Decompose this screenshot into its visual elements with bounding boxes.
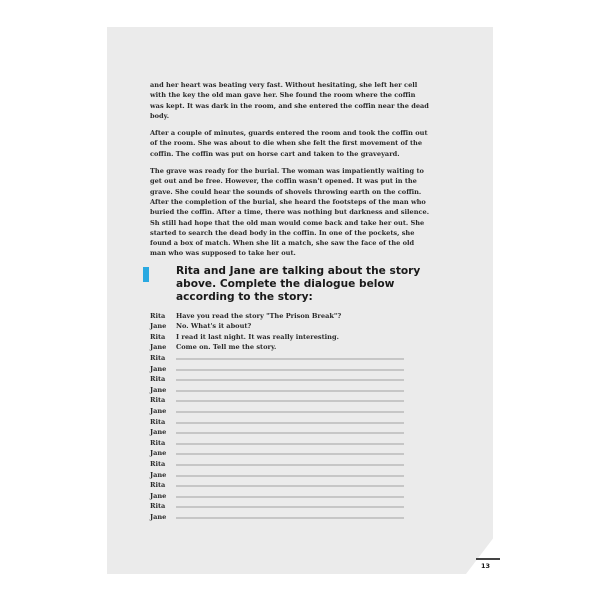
dialogue-speaker: Jane — [150, 364, 167, 373]
dialogue-blank-line[interactable] — [176, 400, 404, 402]
dialogue-speaker: Jane — [150, 512, 167, 521]
dialogue-row — [150, 489, 410, 500]
story-paragraph-2: After a couple of minutes, guards entered the room and took the coffin out of the room. She was about to die when she felt the first movement of the coffin. The coffin was put on horse cart and taken to the graveyard. — [150, 129, 428, 158]
story-paragraph-3: The grave was ready for the burial. The woman was impatiently waiting to get out and be free. However, the coffin wasn't opened. It was put in the grave. She could hear the sounds of shovels throwing earth on the coffin. After the completion of the burial, she heard the footsteps of the man who buried the coffin. After a time, there was nothing but darkness and silence. Sh still had hope that the old man would come back and take her out. She started to search the dead body in the coffin. In one of the pockets, she found a box of match. When she lit a match, she saw the face of the old man who was supposed to take her out. — [150, 167, 430, 258]
dialogue-row — [150, 479, 410, 490]
page-number-rule — [476, 558, 500, 560]
dialogue-blank-line[interactable] — [176, 496, 404, 498]
dialogue-blank-line[interactable] — [176, 506, 404, 508]
dialogue-row — [150, 510, 410, 521]
dialogue-speaker: Jane — [150, 343, 167, 352]
dialogue-speaker: Jane — [150, 322, 167, 331]
dialogue-speaker: Jane — [150, 406, 167, 415]
dialogue-speaker: Jane — [150, 385, 167, 394]
dialogue-row — [150, 457, 410, 468]
dialogue-list — [150, 309, 410, 521]
dialogue-speaker: Jane — [150, 428, 167, 437]
exercise-accent-bar — [143, 267, 149, 282]
dialogue-row — [150, 500, 410, 511]
dialogue-speaker: Jane — [150, 449, 167, 458]
dialogue-blank-line[interactable] — [176, 517, 404, 519]
dialogue-row — [150, 309, 410, 320]
dialogue-speaker: Rita — [150, 396, 166, 405]
dialogue-row — [150, 320, 410, 331]
dialogue-row — [150, 447, 410, 458]
dialogue-row — [150, 383, 410, 394]
dialogue-row — [150, 415, 410, 426]
dialogue-line-text: I read it last night. It was really interesting. — [176, 332, 339, 341]
story-paragraph-1: and her heart was beating very fast. Without hesitating, she left her cell with the key the old man gave her. She found the room where the coffin was kept. It was dark in the room, and she entered the coffin near the dead body. — [150, 81, 429, 120]
dialogue-line-text: Have you read the story "The Prison Break"? — [176, 311, 342, 320]
dialogue-speaker: Rita — [150, 311, 166, 320]
dialogue-row — [150, 404, 410, 415]
dialogue-speaker: Rita — [150, 459, 166, 468]
exercise-heading: Rita and Jane are talking about the story above. Complete the dialogue below according to the story: — [176, 265, 421, 303]
dialogue-blank-line[interactable] — [176, 358, 404, 360]
dialogue-speaker: Rita — [150, 438, 166, 447]
dialogue-speaker: Rita — [150, 332, 166, 341]
dialogue-line-text: Come on. Tell me the story. — [176, 343, 277, 352]
dialogue-row — [150, 351, 410, 362]
dialogue-row — [150, 394, 410, 405]
dialogue-row — [150, 373, 410, 384]
dialogue-row — [150, 426, 410, 437]
dialogue-blank-line[interactable] — [176, 464, 404, 466]
dialogue-blank-line[interactable] — [176, 475, 404, 477]
dialogue-speaker: Jane — [150, 470, 167, 479]
dialogue-row — [150, 341, 410, 352]
dialogue-blank-line[interactable] — [176, 390, 404, 392]
dialogue-blank-line[interactable] — [176, 422, 404, 424]
dialogue-blank-line[interactable] — [176, 443, 404, 445]
dialogue-row — [150, 468, 410, 479]
dialogue-row — [150, 436, 410, 447]
dialogue-blank-line[interactable] — [176, 485, 404, 487]
dialogue-speaker: Rita — [150, 481, 166, 490]
dialogue-blank-line[interactable] — [176, 432, 404, 434]
dialogue-blank-line[interactable] — [176, 379, 404, 381]
dialogue-blank-line[interactable] — [176, 453, 404, 455]
dialogue-speaker: Rita — [150, 502, 166, 511]
story-text — [150, 80, 430, 266]
dialogue-row — [150, 330, 410, 341]
dialogue-speaker: Rita — [150, 353, 166, 362]
dialogue-row — [150, 362, 410, 373]
page-number: 13 — [481, 562, 491, 570]
dialogue-speaker: Rita — [150, 417, 166, 426]
dialogue-speaker: Rita — [150, 375, 166, 384]
dialogue-speaker: Jane — [150, 491, 167, 500]
dialogue-blank-line[interactable] — [176, 369, 404, 371]
dialogue-blank-line[interactable] — [176, 411, 404, 413]
dialogue-line-text: No. What's it about? — [176, 322, 252, 331]
